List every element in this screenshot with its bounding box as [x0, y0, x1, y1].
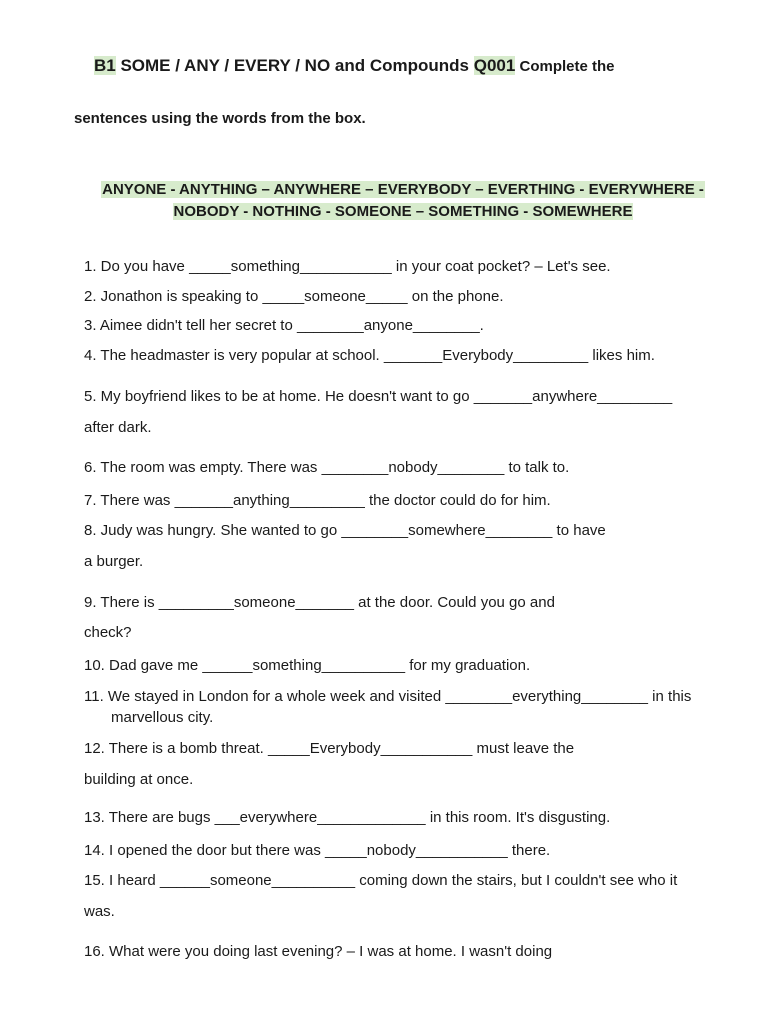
topic-text: SOME / ANY / EVERY / NO and Compounds [115, 56, 474, 75]
word-box-line-2 [0, 201, 768, 223]
sentence-9-line-2: check? [84, 624, 132, 641]
code-badge: Q001 [473, 56, 516, 75]
sentence-15-line-1: 15. I heard ______someone__________ coming down the stairs, but I couldn't see who it [84, 872, 678, 889]
worksheet-title [94, 55, 615, 78]
sentence-12-line-2: building at once. [84, 771, 194, 788]
sentence-12-line-1: 12. There is a bomb threat. _____Everybody___________ must leave the [84, 740, 575, 757]
sentence-5-line-2: after dark. [84, 419, 152, 436]
sentence-9-line-1: 9. There is _________someone_______ at the door. Could you go and [84, 594, 555, 611]
sentence-4: 4. The headmaster is very popular at school. _______Everybody_________ likes him. [84, 347, 655, 364]
word-box-text-1: ANYONE - ANYTHING – ANYWHERE – EVERYBODY – EVERTHING - EVERYWHERE - [102, 181, 704, 198]
word-box-text-2: NOBODY - NOTHING - SOMEONE – SOMETHING - SOMEWHERE [173, 203, 633, 220]
sentence-8-line-2: a burger. [84, 553, 144, 570]
sentence-1: 1. Do you have _____something___________ in your coat pocket? – Let's see. [84, 258, 611, 275]
sentence-5-line-1: 5. My boyfriend likes to be at home. He doesn't want to go _______anywhere_________ [84, 388, 673, 405]
sentence-8-line-1: 8. Judy was hungry. She wanted to go ________somewhere________ to have [84, 522, 606, 539]
sentence-11-line-2: marvellous city. [111, 709, 214, 726]
sentence-7: 7. There was _______anything_________ the doctor could do for him. [84, 492, 551, 509]
sentence-3: 3. Aimee didn't tell her secret to ________anyone________. [84, 317, 484, 334]
level-badge: B1 [94, 56, 116, 75]
sentence-2: 2. Jonathon is speaking to _____someone_____ on the phone. [84, 288, 504, 305]
sentence-14: 14. I opened the door but there was _____nobody___________ there. [84, 842, 551, 859]
sentence-10: 10. Dad gave me ______something__________ for my graduation. [84, 657, 531, 674]
sentence-6: 6. The room was empty. There was ________nobody________ to talk to. [84, 459, 570, 476]
instruction-start: Complete the [515, 58, 615, 75]
instruction-end: sentences using the words from the box. [74, 110, 366, 127]
sentence-16: 16. What were you doing last evening? – I was at home. I wasn't doing [84, 943, 553, 960]
sentence-13: 13. There are bugs ___everywhere_____________ in this room. It's disgusting. [84, 809, 611, 826]
sentence-15-line-2: was. [84, 903, 115, 920]
word-box-line-1 [0, 179, 768, 201]
sentence-11-line-1: 11. We stayed in London for a whole week and visited ________everything________ in this [84, 688, 692, 705]
